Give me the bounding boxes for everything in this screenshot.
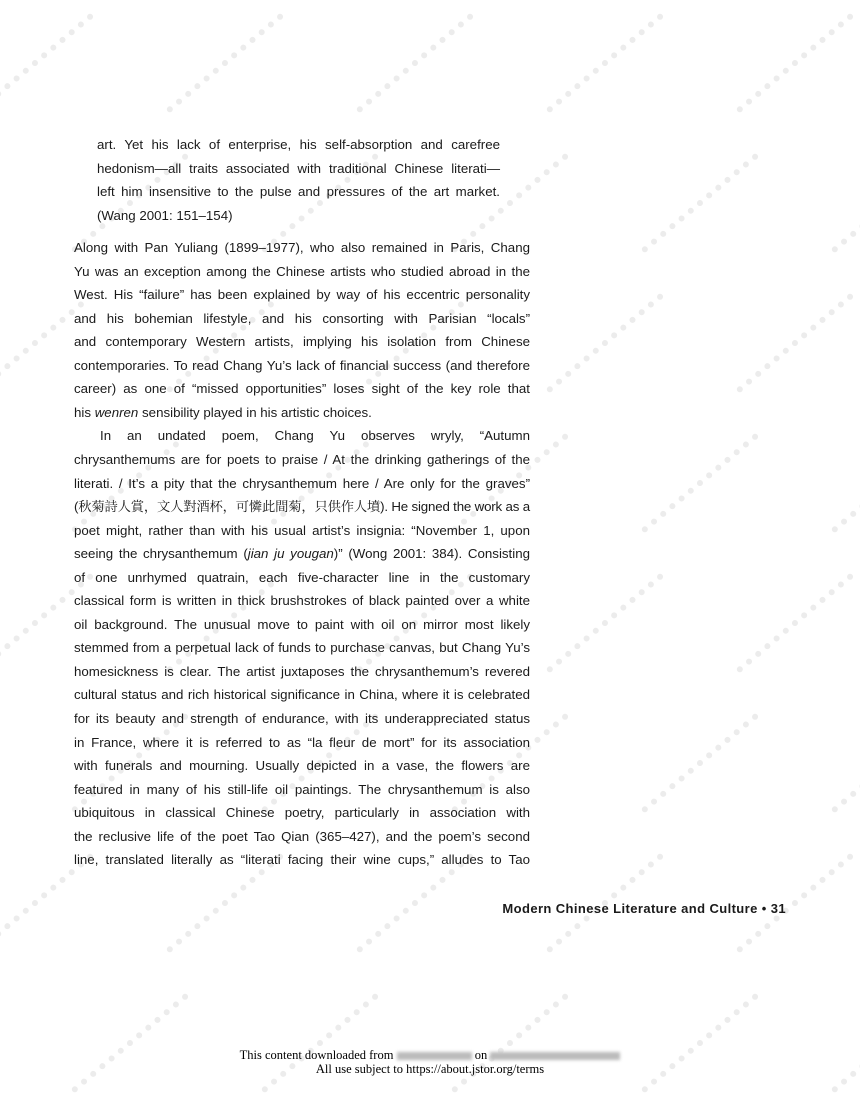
journal-title: Modern Chinese Literature and Culture: [502, 901, 758, 916]
text-line-content: [74, 803, 530, 823]
text-segment: and his bohemian lifestyle, and his consorting with Parisian “locals”: [74, 310, 530, 326]
text-line: [74, 662, 530, 682]
text-line-content: [97, 159, 500, 179]
text-line: [74, 591, 530, 611]
text-line: [74, 638, 530, 658]
text-line: [74, 285, 530, 305]
watermark-mark: [166, 12, 285, 113]
text-line: [74, 262, 530, 282]
text-line-content: [100, 426, 530, 446]
download-on: on: [474, 1048, 488, 1062]
text-segment: ubiquitous in classical Chinese poetry, particularly in association with: [74, 805, 530, 821]
text-line-content: [74, 521, 530, 541]
text-line-content: [74, 544, 530, 564]
text-segment: oil background. The unusual move to paint with oil on mirror most likely: [74, 616, 530, 632]
text-line-content: [97, 135, 500, 155]
text-line: [74, 827, 530, 847]
text-line-content: [74, 285, 530, 305]
text-segment: Yu was an exception among the Chinese artists who studied abroad in the: [74, 263, 530, 279]
italic-term: jian ju yougan: [247, 546, 334, 562]
watermark-mark: [641, 152, 760, 253]
text-line: [74, 497, 530, 517]
text-line-content: [74, 780, 530, 800]
text-line-content: [74, 709, 530, 729]
watermark-mark: [546, 292, 665, 393]
text-segment: cultural status and rich historical significance in China, where it is celebrated: [74, 687, 530, 703]
watermark-mark: [641, 712, 760, 813]
text-line: [74, 756, 530, 776]
watermark-mark: [546, 12, 665, 113]
text-segment: for its beauty and strength of endurance, with its underappreciated status: [74, 711, 530, 726]
text-line: [74, 780, 530, 800]
text-line-content: [74, 685, 530, 705]
text-line-content: [74, 403, 372, 423]
text-line-content: [74, 497, 530, 517]
watermark-mark: [831, 712, 860, 813]
watermark-mark: [641, 432, 760, 533]
text-line: [74, 379, 530, 399]
text-line-content: [74, 662, 530, 682]
text-segment: the reclusive life of the poet Tao Qian (365–427), and the poem’s second: [74, 828, 530, 844]
text-segment: featured in many of his still-life oil paintings. The chrysanthemum is also: [74, 781, 530, 797]
text-line-content: [74, 827, 530, 847]
text-line: [74, 615, 530, 635]
text-segment: seeing the chrysanthemum (: [74, 546, 248, 562]
text-line: [74, 709, 530, 729]
separator: •: [761, 901, 767, 916]
text-segment: of one unrhymed quatrain, each five-character line in the customary: [74, 569, 530, 585]
text-line-content: [74, 568, 530, 588]
text-line-content: [74, 474, 530, 494]
text-line: [97, 135, 500, 155]
text-line-content: [74, 733, 530, 753]
text-line-content: [74, 591, 530, 611]
text-line-content: [74, 262, 530, 282]
text-segment: left him insensitive to the pulse and pressures of the art market.: [97, 184, 500, 200]
text-line-content: [74, 332, 530, 352]
text-line: [74, 733, 530, 753]
text-segment: stemmed from a perpetual lack of funds to purchase canvas, but Chang Yu’s: [74, 640, 530, 656]
text-line: [74, 474, 530, 494]
text-line: [74, 685, 530, 705]
text-segment: classical form is written in thick brushstrokes of black painted over a white: [74, 593, 530, 609]
text-line-content: [74, 356, 530, 376]
text-segment: In an undated poem, Chang Yu observes wryly, “Autumn: [100, 428, 530, 444]
text-line-content: [97, 182, 500, 202]
text-line-content: [74, 379, 530, 399]
text-line: [74, 450, 530, 470]
watermark-mark: [356, 12, 475, 113]
text-line: [74, 309, 530, 329]
watermark-mark: [546, 572, 665, 673]
text-line: [74, 403, 530, 423]
download-prefix: This content downloaded from: [239, 1048, 394, 1062]
text-segment: chrysanthemums are for poets to praise / At the drinking gatherings of the: [74, 451, 530, 467]
watermark-mark: [71, 992, 190, 1093]
text-line-content: [97, 206, 233, 226]
text-line-content: [74, 756, 530, 776]
watermark-mark: [641, 992, 760, 1093]
text-segment: (秋菊詩人賞，文人對酒杯，可憐此間菊，只供作人墳). He signed the work as a: [74, 499, 530, 515]
text-line: [74, 850, 530, 870]
text-line: [74, 544, 530, 564]
text-line: [74, 803, 530, 823]
text-line: [74, 426, 530, 446]
text-line: [97, 159, 500, 179]
text-line-content: [74, 450, 530, 470]
watermark-mark: [831, 432, 860, 533]
text-segment: art. Yet his lack of enterprise, his self-absorption and carefree: [97, 137, 500, 152]
text-line: [97, 182, 500, 202]
text-segment: Along with Pan Yuliang (1899–1977), who also remained in Paris, Chang: [74, 240, 530, 255]
running-footer: [502, 901, 786, 916]
italic-term: wenren: [94, 404, 139, 420]
text-line: [74, 356, 530, 376]
text-line: [97, 206, 500, 226]
text-segment: line, translated literally as “literati facing their wine cups,” alludes to Tao: [74, 852, 530, 868]
redacted-date: [490, 1052, 620, 1060]
jstor-notice: [0, 1048, 860, 1076]
watermark-mark: [0, 12, 94, 113]
page-number: 31: [770, 901, 786, 916]
watermark-mark: [261, 992, 380, 1093]
text-segment: (Wang 2001: 151–154): [97, 207, 233, 223]
text-segment: and contemporary Western artists, implying his isolation from Chinese: [74, 334, 530, 350]
text-line-content: [74, 615, 530, 635]
watermark-mark: [736, 12, 855, 113]
text-segment: West. His “failure” has been explained by way of his eccentric personality: [74, 287, 530, 303]
text-line-content: [74, 638, 530, 658]
text-segment: his: [74, 404, 95, 420]
text-segment: )” (Wong 2001: 384). Consisting: [333, 546, 530, 562]
text-line-content: [74, 850, 530, 870]
text-line: [74, 568, 530, 588]
watermark-mark: [831, 992, 860, 1093]
text-segment: poet might, rather than with his usual artist’s insignia: “November 1, upon: [74, 522, 530, 538]
watermark-mark: [736, 292, 855, 393]
text-segment: contemporaries. To read Chang Yu’s lack of financial success (and therefore: [74, 357, 530, 373]
text-line-content: [74, 238, 530, 258]
text-line: [74, 238, 530, 258]
text-segment: hedonism—all traits associated with traditional Chinese literati—: [97, 160, 500, 176]
watermark-mark: [451, 992, 570, 1093]
text-line: [74, 332, 530, 352]
watermark-mark: [736, 572, 855, 673]
download-line: [0, 1048, 860, 1062]
text-segment: sensibility played in his artistic choices.: [138, 404, 372, 420]
redacted-ip: [397, 1052, 472, 1060]
text-segment: in France, where it is referred to as “la fleur de mort” for its association: [74, 734, 530, 750]
terms-line: All use subject to https://about.jstor.org/terms: [315, 1062, 545, 1076]
text-segment: career) as one of “missed opportunities” loses sight of the key role that: [74, 381, 530, 397]
watermark-mark: [831, 152, 860, 253]
text-segment: literati. / It’s a pity that the chrysanthemum here / Are only for the graves”: [74, 475, 530, 491]
text-segment: homesickness is clear. The artist juxtaposes the chrysanthemum’s revered: [74, 663, 530, 679]
text-segment: with funerals and mourning. Usually depicted in a vase, the flowers are: [74, 758, 530, 774]
text-line: [74, 521, 530, 541]
text-line-content: [74, 309, 530, 329]
